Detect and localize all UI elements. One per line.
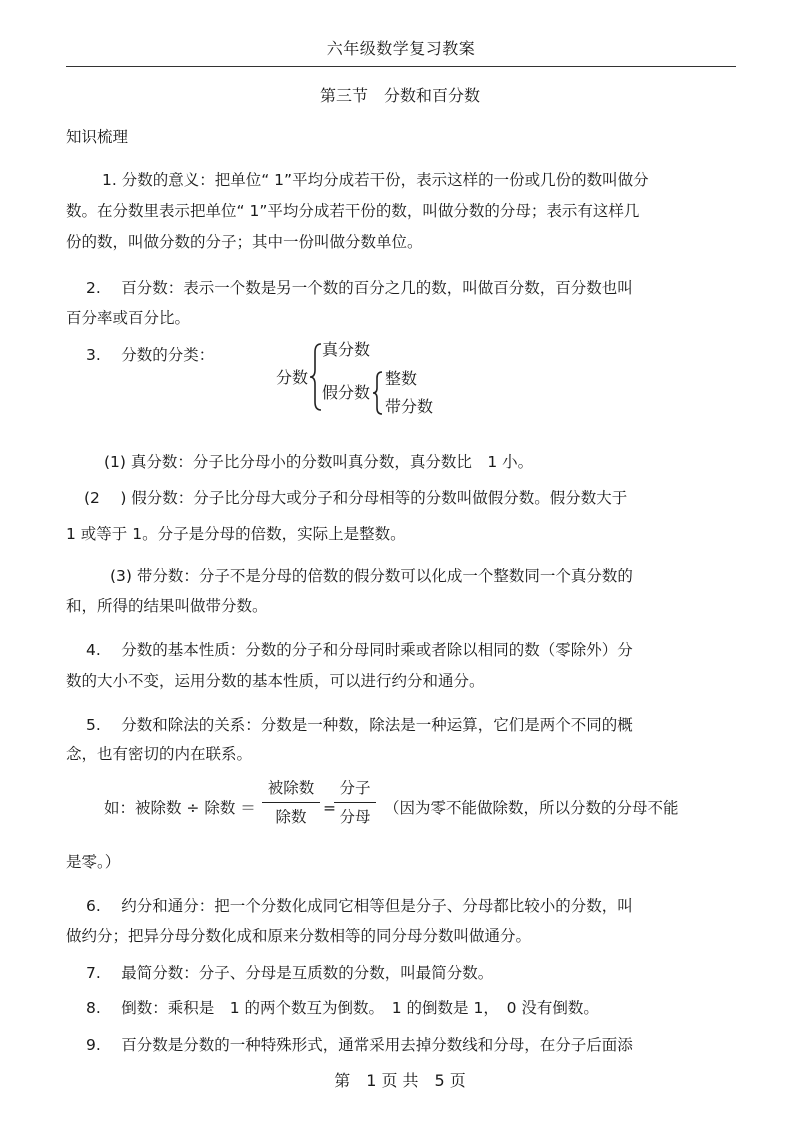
sub-2-line-2: 1 或等于 1。分子是分母的倍数，实际上是整数。: [66, 525, 406, 543]
item-9-line-1: 9. 百分数是分数的一种特殊形式，通常采用去掉分数线和分母，在分子后面添: [86, 1036, 633, 1054]
formula-note: （因为零不能做除数，所以分数的分母不能: [384, 799, 679, 817]
left-brace-icon: [372, 370, 384, 416]
item-5-line-2: 念，也有密切的内在联系。: [66, 745, 253, 763]
item-6-line-2: 做约分；把异分母分数化成和原来分数相等的同分母分数叫做通分。: [66, 927, 532, 945]
item-2-line-1: 2. 百分数：表示一个数是另一个数的百分之几的数，叫做百分数，百分数也叫: [86, 279, 633, 297]
sub-3-line-2: 和，所得的结果叫做带分数。: [66, 597, 268, 615]
item-6-line-1: 6. 约分和通分：把一个分数化成同它相等但是分子、分母都比较小的分数，叫: [86, 897, 633, 915]
fraction-denominator: 分母: [339, 808, 371, 826]
classification-root: 分数: [276, 368, 309, 387]
fraction-numerator: 被除数: [267, 779, 315, 797]
sub-3-line-1: (3) 带分数：分子不是分母的倍数的假分数可以化成一个整数同一个真分数的: [110, 567, 633, 585]
classification-improper: 假分数: [322, 383, 371, 402]
item-3-line-1: 3. 分数的分类：: [86, 346, 215, 364]
page-footer: 第 1 页 共 5 页: [334, 1071, 466, 1090]
item-5-line-1: 5. 分数和除法的关系：分数是一种数，除法是一种运算，它们是两个不同的概: [86, 716, 633, 734]
item-4-line-2: 数的大小不变，运用分数的基本性质，可以进行约分和通分。: [66, 672, 485, 690]
formula-prefix: 如：被除数 ÷ 除数 ＝: [104, 799, 256, 817]
formula-equals: =: [323, 799, 336, 817]
header-divider: [66, 66, 736, 67]
classification-mixed: 带分数: [385, 397, 434, 416]
formula-note-tail: 是零。）: [66, 853, 121, 871]
fraction-numerator-denominator: [334, 777, 376, 828]
item-1-line-1: 1. 分数的意义：把单位“ 1”平均分成若干份，表示这样的一份或几份的数叫做分: [102, 171, 649, 189]
classification-proper: 真分数: [322, 340, 371, 359]
fraction-bar: [334, 802, 376, 803]
item-8-line-1: 8. 倒数：乘积是 1 的两个数互为倒数。 1 的倒数是 1， 0 没有倒数。: [86, 999, 599, 1017]
fraction-numerator: 分子: [339, 779, 371, 797]
item-1-line-3: 份的数，叫做分数的分子；其中一份叫做分数单位。: [66, 233, 423, 251]
item-1-line-2: 数。在分数里表示把单位“ 1”平均分成若干份的数，叫做分数的分母；表示有这样几: [66, 202, 640, 220]
left-brace-icon: [309, 342, 323, 412]
section-title: 第三节 分数和百分数: [319, 86, 480, 105]
classification-integer: 整数: [385, 369, 418, 388]
page-header: 六年级数学复习教案: [326, 39, 476, 58]
sub-2-line-1: (2 ) 假分数：分子比分母大或分子和分母相等的分数叫做假分数。假分数大于: [84, 489, 628, 507]
item-2-line-2: 百分率或百分比。: [66, 309, 191, 327]
subtitle: 知识梳理: [66, 128, 129, 146]
item-7-line-1: 7. 最简分数：分子、分母是互质数的分数，叫最简分数。: [86, 964, 494, 982]
item-4-line-1: 4. 分数的基本性质：分数的分子和分母同时乘或者除以相同的数（零除外）分: [86, 641, 633, 659]
fraction-denominator: 除数: [275, 808, 307, 826]
sub-1-line-1: (1) 真分数：分子比分母小的分数叫真分数，真分数比 1 小。: [104, 453, 534, 471]
fraction-bar: [262, 802, 320, 803]
fraction-dividend-divisor: [262, 777, 320, 828]
